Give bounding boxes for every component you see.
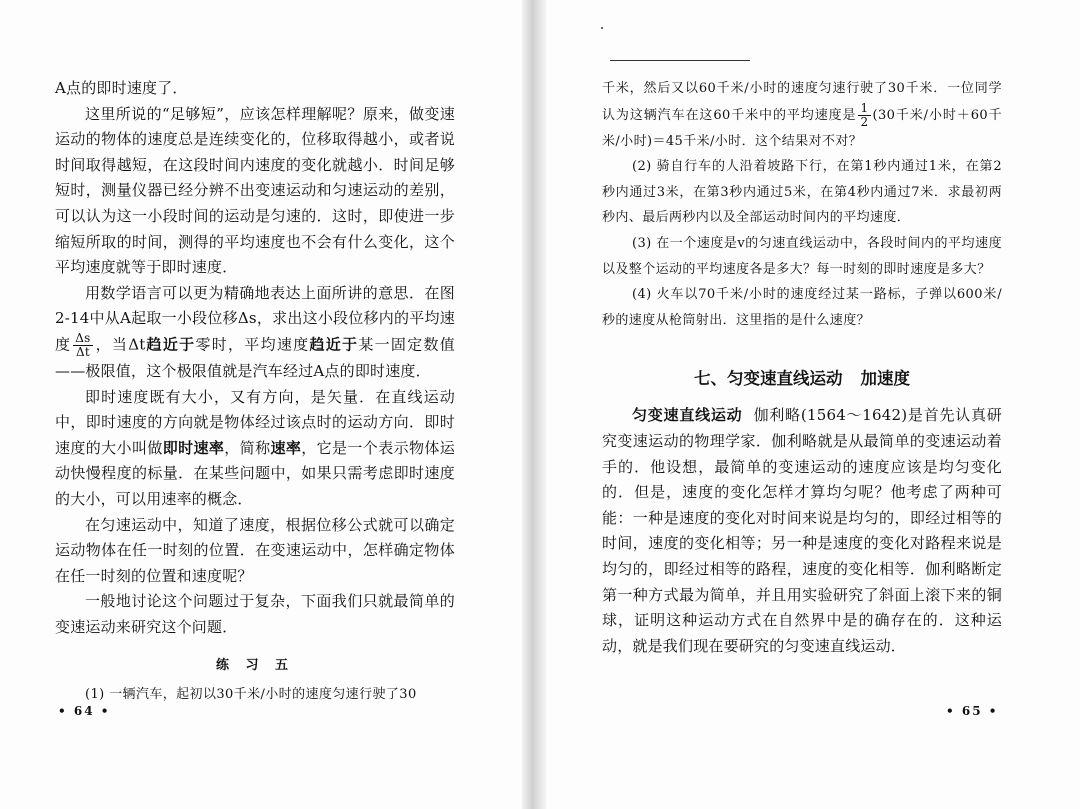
text-run: (30千米/小时＋60千米/小时)＝45千米/小时．这个结果对不对？ [602, 107, 1002, 149]
fraction-numerator: Δs [75, 330, 91, 345]
text-run: 伽利略(1564～1642)是首先认真研究变速运动的物理学家．伽利略就是从最简单的变速运动着手的．他设想，最简单的变速运动的速度应该是均匀变化的．但是，速度的变化怎样才算均匀呢？他考虑了两种可能：一种是速度的变化对时间来说是均匀的，即经过相等的时间，速度的变化相等；另一种是速度的变化对路程来说是均匀的，即经过相等的路程，速度的变化相等．伽利略断定第一种方式最为简单，并且用实验研究了斜面上滚下来的铜球，证明这种运动方式在自然界中是的确存在的．这种运动，就是我们现在要研究的匀变速直线运动． [602, 406, 1003, 655]
fraction-one-half [858, 102, 870, 129]
paragraph: A点的即时速度了． [55, 79, 188, 97]
math-paragraph [55, 281, 455, 385]
speed-paragraph [55, 385, 455, 513]
bold-term: 即时速率 [162, 438, 225, 457]
bold-term: 趋近于 [309, 335, 359, 354]
text-run: ，简称 [224, 438, 271, 457]
text-run: ，当Δt [94, 335, 146, 354]
chapter-title [602, 367, 1002, 391]
scan-speck [601, 27, 603, 29]
chapter-title-sub: 加速度 [860, 369, 910, 389]
exercise-title: 练 习 五 [215, 658, 295, 674]
text-run: 用数学语言可以更为精确地表达上面所讲的意思．在图2-14中从A起取一小段位移Δs，求出这小段位移内的平均速度 [55, 283, 455, 354]
text-run: 某一固定数值——极限值，这个极限值就是汽车经过A点的即时速度． [55, 335, 455, 380]
bold-lead-term: 匀变速直线运动 [632, 406, 743, 425]
fraction-numerator: 1 [860, 100, 869, 115]
left-page [0, 0, 522, 809]
paragraph: 一般地讨论这个问题过于复杂，下面我们只就最简单的变速运动来研究这个问题． [55, 592, 455, 636]
text-run: 即时速度既有大小，又有方向，是矢量．在直线运动中，即时速度的方向就是物体经过该点时的运动方向．即时速度的大小叫做 [55, 387, 455, 457]
page-number: • 65 • [946, 704, 999, 718]
page-number: • 64 • [58, 704, 111, 718]
fraction-denominator: Δt [75, 344, 90, 359]
body-paragraph [602, 403, 1002, 659]
exercise-item: (2) 骑自行车的人沿着坡路下行，在第1秒内通过1米，在第2秒内通过3米，在第3秒内通过5米，在第4秒内通过7米．求最初两秒内、最后两秒内以及全部运动时间内的平均速度． [602, 159, 1002, 226]
exercise-item: (1) 一辆汽车，起初以30千米/小时的速度匀速行驶了30 [85, 687, 417, 703]
text-run: ，它是一个表示物体运动快慢程度的标量．在某些问题中，如果只需考虑即时速度的大小，可以用速率的概念． [55, 438, 455, 508]
fraction-delta-s-over-delta-t [73, 332, 92, 359]
exercise-item-continued [602, 76, 1002, 154]
fraction-denominator: 2 [860, 114, 869, 129]
exercise-item: (3) 在一个速度是v的匀速直线运动中，各段时间内的平均速度以及整个运动的平均速度各是多大？每一时刻的即时速度是多大？ [602, 235, 1002, 277]
paragraph: 这里所说的“足够短”，应该怎样理解呢？原来，做变速运动的物体的速度总是连续变化的，位移取得越小，或者说时间取得越短，在这段时间内速度的变化就越小．时间足够短时，测量仪器已经分辨不出变速运动和匀速运动的差别，可以认为这一小段时间的运动是匀速的．这时，即使进一步缩短所取的时间，测得的平均速度也不会有什么变化，这个平均速度就等于即时速度． [55, 104, 455, 277]
exercise-item: (4) 火车以70千米/小时的速度经过某一路标，子弹以600米/秒的速度从枪筒射出．这里指的是什么速度？ [602, 287, 1002, 328]
bold-term: 趋近于 [145, 335, 196, 354]
text-run: 零时，平均速度 [195, 335, 310, 354]
bold-term: 速率 [270, 438, 302, 457]
header-rule [610, 60, 750, 61]
paragraph: 在匀速运动中，知道了速度，根据位移公式就可以确定运动物体在任一时刻的位置．在变速运动中，怎样确定物体在任一时刻的位置和速度呢？ [55, 515, 455, 585]
text-run: 千米，然后又以60千米/小时的速度匀速行驶了30千米．一位同学认为这辆汽车在这60千米中的平均速度是 [602, 81, 1002, 123]
right-text-column [602, 76, 1002, 659]
left-text-column [55, 76, 455, 708]
right-page [546, 0, 1080, 809]
book-gutter [522, 0, 546, 809]
chapter-title-main: 七、匀变速直线运动 [694, 369, 843, 389]
